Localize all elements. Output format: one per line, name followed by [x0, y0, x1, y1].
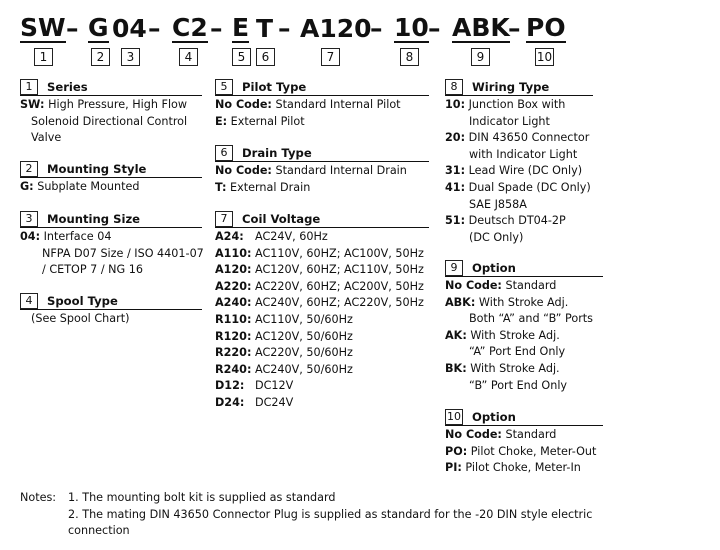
code-separator: – [508, 14, 521, 43]
option-line [445, 180, 593, 197]
option-line [20, 246, 202, 263]
section-header [20, 293, 202, 310]
code-segment-drain: T [256, 14, 274, 43]
note-item: 2. The mating DIN 43650 Connector Plug is supplied as standard for the -20 DIN style electric connection [68, 507, 593, 538]
section-lines [20, 311, 202, 328]
section-lines [20, 229, 202, 279]
option-description: AC110V, 60HZ; AC100V, 50Hz [255, 246, 424, 260]
code-number-box: 5 [232, 48, 251, 66]
option-code: E: [215, 114, 228, 128]
option-description: SAE J858A [469, 197, 527, 211]
option-code: T: [215, 180, 227, 194]
option-code: 04: [20, 230, 41, 243]
code-separator: – [278, 14, 291, 43]
option-line [20, 229, 202, 246]
code-segment-spool: C2 [172, 13, 208, 42]
option-description: With Stroke Adj. [475, 295, 569, 309]
option-description: Junction Box with [465, 98, 566, 111]
option-description: AC120V, 50/60Hz [255, 329, 353, 343]
section-lines [445, 278, 603, 394]
option-line [20, 114, 202, 131]
option-code: No Code: [445, 428, 502, 441]
option-line [445, 427, 603, 444]
option-line [215, 97, 429, 114]
option-description: Pilot Choke, Meter-In [461, 461, 581, 475]
option-code: R110: [215, 312, 252, 326]
option-line [445, 213, 593, 230]
option-line [20, 97, 202, 114]
option-code: R220: [215, 346, 252, 360]
option-line [445, 197, 593, 214]
option-code: 51: [445, 214, 466, 228]
code-segment-option-9: ABK [452, 13, 510, 42]
option-line [445, 460, 603, 477]
option-description: AC220V, 60HZ; AC200V, 50Hz [255, 279, 424, 293]
option-description: Indicator Light [469, 114, 550, 128]
code-segment-mounting-size: 04 [112, 14, 147, 43]
option-code: A24: [215, 230, 244, 243]
section-number-box: 3 [20, 211, 38, 227]
notes-body [68, 490, 628, 540]
option-description: External Pilot [227, 114, 305, 128]
option-line [445, 230, 593, 247]
section-title: Option [472, 261, 516, 275]
code-segment-wiring: 10 [394, 13, 429, 42]
option-line [215, 114, 429, 131]
notes-label: Notes: [20, 491, 57, 504]
section-mounting-size [20, 211, 202, 279]
option-line [215, 295, 429, 312]
section-drain-type [215, 145, 429, 196]
option-code: A120: [215, 263, 252, 277]
section-coil-voltage [215, 211, 429, 412]
code-number-box: 4 [179, 48, 198, 66]
section-lines [445, 427, 603, 477]
code-number-box: 8 [400, 48, 419, 66]
option-code: G: [20, 180, 34, 193]
code-segment-mounting-style: G [88, 13, 109, 42]
option-code: PI: [445, 461, 462, 475]
section-header [445, 79, 593, 96]
code-segment-coil-voltage: A120 [300, 14, 372, 43]
option-code: 20: [445, 131, 466, 145]
section-pilot-type [215, 79, 429, 130]
option-description: NFPA D07 Size / ISO 4401-07 [42, 246, 204, 260]
section-option-9 [445, 260, 603, 394]
option-code: ABK: [445, 295, 476, 309]
option-line [445, 378, 603, 395]
option-line [215, 362, 429, 379]
section-title: Spool Type [47, 294, 118, 308]
option-description: DC24V [255, 395, 294, 409]
option-description: DIN 43650 Connector [465, 131, 590, 145]
option-line [445, 278, 603, 295]
option-description: Standard [501, 428, 557, 441]
option-line [215, 345, 429, 362]
section-number-box: 2 [20, 161, 38, 177]
section-option-10 [445, 409, 603, 477]
option-code: A220: [215, 279, 252, 293]
section-series [20, 79, 202, 147]
option-description: Standard Internal Drain [271, 164, 407, 177]
option-code: AK: [445, 328, 467, 342]
option-code: R120: [215, 329, 252, 343]
section-number-box: 9 [445, 260, 463, 276]
section-number-box: 5 [215, 79, 233, 95]
section-number-box: 4 [20, 293, 38, 309]
option-line [215, 262, 429, 279]
option-line [20, 262, 202, 279]
option-description: (See Spool Chart) [31, 312, 130, 325]
section-spool-type [20, 293, 202, 328]
option-description: AC240V, 50/60Hz [255, 362, 353, 376]
code-separator: – [428, 14, 441, 43]
option-code: D12: [215, 379, 245, 393]
option-description: DC12V [255, 379, 294, 393]
section-number-box: 10 [447, 410, 461, 423]
option-description: Standard Internal Pilot [271, 98, 401, 111]
option-description: AC24V, 60Hz [255, 230, 328, 243]
section-title: Wiring Type [472, 80, 550, 94]
code-separator: – [66, 14, 79, 43]
option-line [445, 328, 603, 345]
option-description: Deutsch DT04-2P [465, 214, 566, 228]
section-number-box: 1 [20, 79, 38, 95]
section-header [20, 161, 202, 178]
option-description: External Drain [226, 180, 311, 194]
option-line [445, 361, 603, 378]
option-description: Valve [31, 131, 62, 145]
section-title: Coil Voltage [242, 212, 321, 226]
section-lines [215, 97, 429, 130]
option-line [215, 246, 429, 263]
option-code: 10: [445, 98, 466, 111]
section-header [215, 79, 429, 96]
section-title: Drain Type [242, 146, 312, 160]
section-title: Mounting Style [47, 162, 147, 176]
code-segment-option-10: PO [526, 13, 566, 42]
option-line [215, 312, 429, 329]
option-line [445, 97, 593, 114]
option-description: (DC Only) [469, 230, 524, 244]
option-line [445, 311, 603, 328]
option-line [215, 378, 429, 395]
option-code: No Code: [215, 98, 272, 111]
section-header [215, 145, 429, 162]
option-description: With Stroke Adj. [466, 361, 560, 375]
option-line [20, 311, 202, 328]
option-line [445, 114, 593, 131]
code-segment-pilot: E [232, 13, 250, 42]
code-number-box: 7 [321, 48, 340, 66]
option-description: “A” Port End Only [469, 345, 566, 359]
section-title: Pilot Type [242, 80, 307, 94]
code-segment-series: SW [20, 13, 66, 42]
option-line [215, 395, 429, 412]
section-title: Series [47, 80, 88, 94]
note-item: 1. The mounting bolt kit is supplied as standard [68, 491, 336, 504]
option-description: AC220V, 50/60Hz [255, 346, 353, 360]
option-line [215, 163, 429, 180]
option-code: No Code: [445, 279, 502, 292]
option-description: Subplate Mounted [33, 180, 140, 193]
option-line [445, 130, 593, 147]
option-description: Solenoid Directional Control [31, 114, 188, 128]
section-header [20, 79, 202, 96]
code-number-box: 2 [91, 48, 110, 66]
option-description: AC110V, 50/60Hz [255, 312, 353, 326]
section-title: Mounting Size [47, 212, 141, 226]
code-number-box: 6 [256, 48, 275, 66]
option-description: “B” Port End Only [469, 378, 568, 392]
option-code: 41: [445, 180, 466, 194]
option-line [215, 279, 429, 296]
option-code: R240: [215, 362, 252, 376]
section-mounting-style [20, 161, 202, 196]
option-description: with Indicator Light [469, 147, 578, 161]
option-line [215, 180, 429, 197]
section-lines [20, 179, 202, 196]
option-code: BK: [445, 361, 467, 375]
option-line [20, 179, 202, 196]
option-line [215, 329, 429, 346]
option-description: Pilot Choke, Meter-Out [467, 444, 597, 458]
option-code: SW: [20, 98, 45, 111]
option-description: Standard [501, 279, 557, 292]
option-description: / CETOP 7 / NG 16 [42, 263, 143, 277]
code-number-box: 10 [536, 50, 553, 64]
section-title: Option [472, 410, 516, 424]
section-lines [215, 229, 429, 412]
option-line [445, 295, 603, 312]
section-lines [215, 163, 429, 196]
section-header [445, 409, 603, 426]
code-number-box: 3 [121, 48, 140, 66]
option-description: AC120V, 60HZ; AC110V, 50Hz [255, 263, 424, 277]
option-description: With Stroke Adj. [466, 328, 560, 342]
option-line [20, 130, 202, 147]
section-number-box: 6 [215, 145, 233, 161]
section-lines [445, 97, 593, 246]
option-description: Lead Wire (DC Only) [465, 164, 583, 178]
code-separator: – [148, 14, 161, 43]
option-line [445, 147, 593, 164]
code-number-box: 9 [471, 48, 490, 66]
option-description: Dual Spade (DC Only) [465, 180, 591, 194]
option-line [445, 344, 603, 361]
option-description: High Pressure, High Flow [44, 98, 188, 111]
option-description: Both “A” and “B” Ports [469, 312, 594, 326]
code-separator: – [210, 14, 223, 43]
option-code: PO: [445, 444, 468, 458]
section-wiring-type [445, 79, 593, 246]
section-lines [20, 97, 202, 147]
option-code: 31: [445, 164, 466, 178]
section-header [445, 260, 603, 277]
code-number-box: 1 [34, 48, 53, 66]
option-code: A240: [215, 296, 252, 310]
section-number-box: 8 [445, 79, 463, 95]
option-code: No Code: [215, 164, 272, 177]
option-code: A110: [215, 246, 252, 260]
option-description: Interface 04 [40, 230, 112, 243]
option-line [445, 163, 593, 180]
section-header [20, 211, 202, 228]
section-header [215, 211, 429, 228]
option-code: D24: [215, 395, 245, 409]
option-line [445, 444, 603, 461]
option-line [215, 229, 429, 246]
code-separator: – [370, 14, 383, 43]
option-description: AC240V, 60HZ; AC220V, 50Hz [255, 296, 424, 310]
section-number-box: 7 [215, 211, 233, 227]
